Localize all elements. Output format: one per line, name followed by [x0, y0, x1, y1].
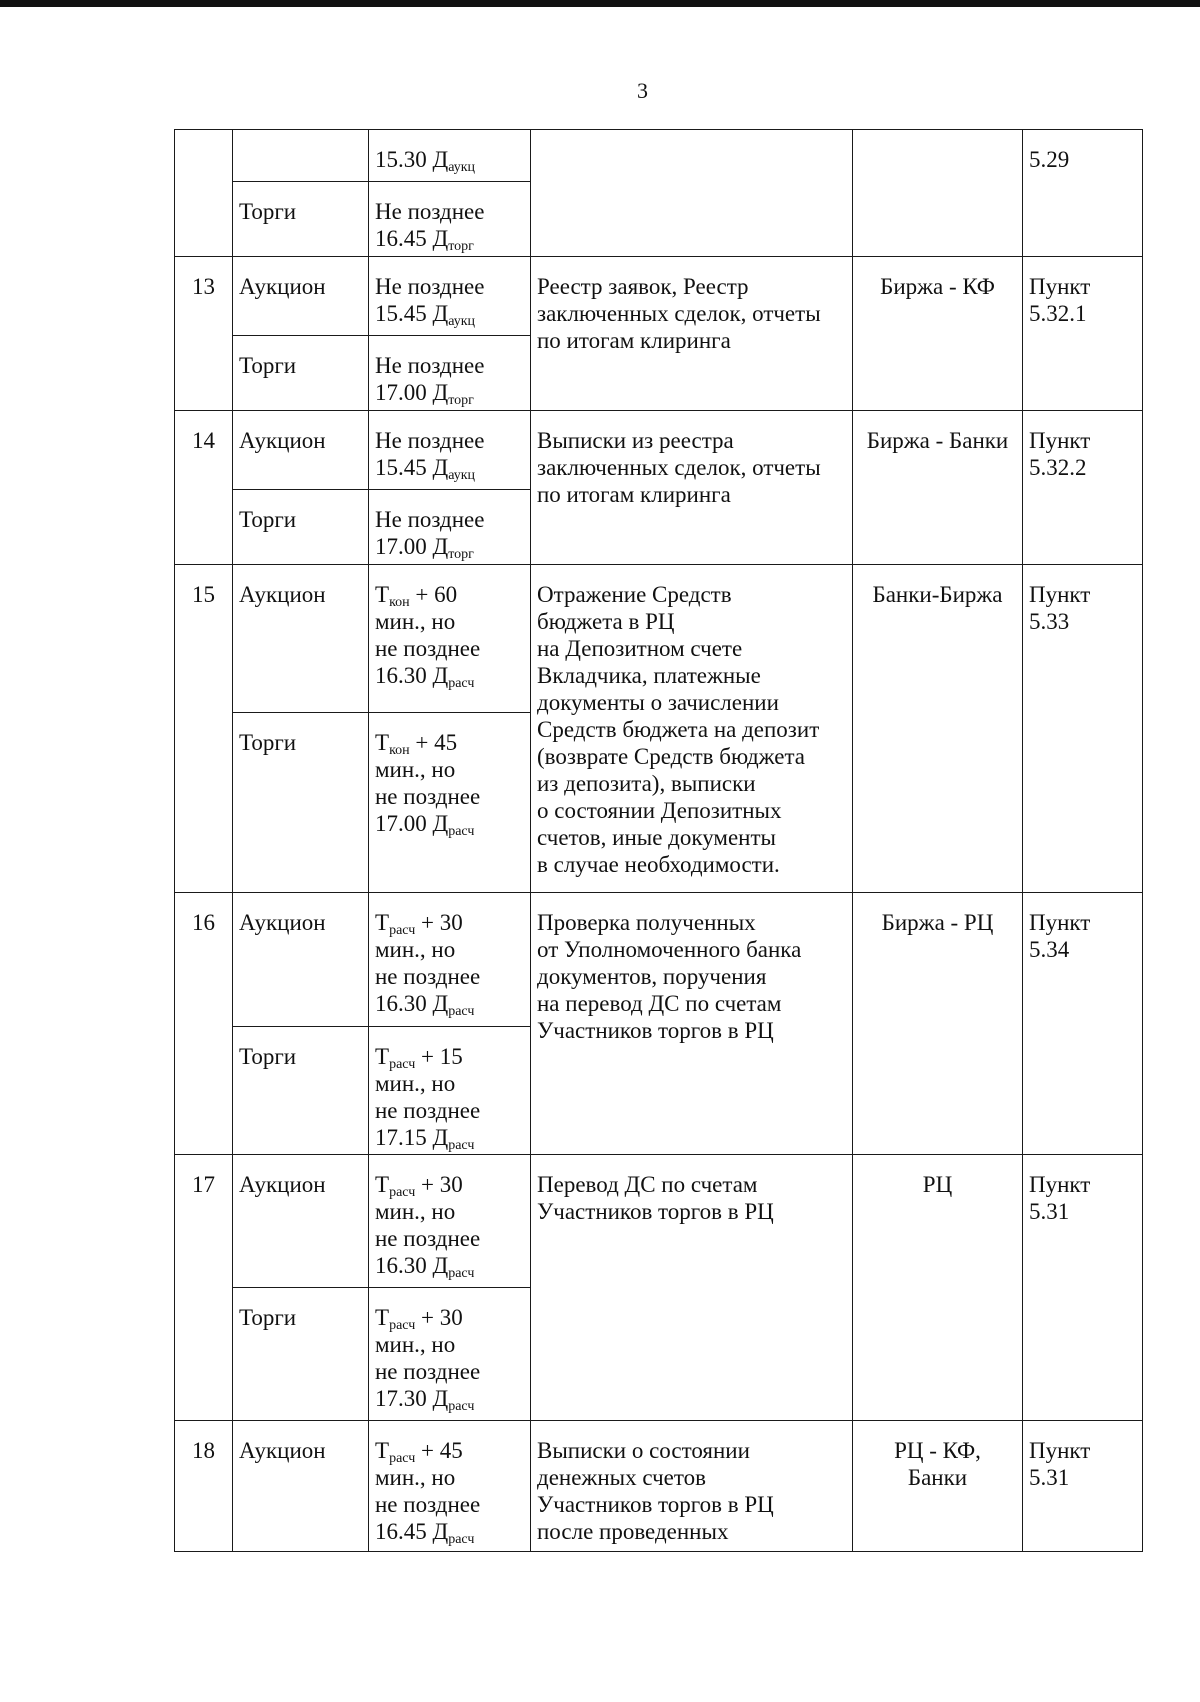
table-row	[175, 130, 1143, 182]
reference-cell: Пункт 5.31	[1023, 1421, 1143, 1552]
reference-cell: Пункт 5.34	[1023, 893, 1143, 1155]
mode-cell: Торги	[233, 1027, 369, 1155]
time-cell: Не позднее 17.00 $Д_{торг}$	[369, 490, 531, 565]
mode-cell	[233, 130, 369, 182]
party-cell: Биржа - КФ	[853, 257, 1023, 411]
row-number-cell: 17	[175, 1155, 233, 1421]
row-number-cell: 16	[175, 893, 233, 1155]
time-cell: 15.30 $Д_{аукц}$	[369, 130, 531, 182]
row-number-cell: 15	[175, 565, 233, 893]
documents-cell: Проверка полученных от Уполномоченного банка документов, поручения на перевод ДС по счетам Участников торгов в РЦ	[531, 893, 853, 1155]
documents-cell: Перевод ДС по счетам Участников торгов в РЦ	[531, 1155, 853, 1421]
reference-cell: Пункт 5.32.1	[1023, 257, 1143, 411]
row-number-cell: 13	[175, 257, 233, 411]
party-cell: РЦ - КФ, Банки	[853, 1421, 1023, 1552]
party-cell: Банки-Биржа	[853, 565, 1023, 893]
party-cell	[853, 130, 1023, 257]
schedule-table	[174, 129, 1143, 1552]
mode-cell: Аукцион	[233, 1155, 369, 1288]
time-cell: $Т_{расч} + 45$ мин., но не позднее 16.45 $Д_{расч}$	[369, 1421, 531, 1552]
table-row	[175, 1421, 1143, 1552]
mode-cell: Торги	[233, 713, 369, 893]
row-number-cell: 18	[175, 1421, 233, 1552]
table-row	[175, 411, 1143, 490]
time-cell: Не позднее 15.45 $Д_{аукц}$	[369, 411, 531, 490]
table-row	[175, 1155, 1143, 1288]
mode-cell: Аукцион	[233, 411, 369, 490]
documents-cell	[531, 130, 853, 257]
reference-cell: Пункт 5.33	[1023, 565, 1143, 893]
time-cell: $Т_{расч} + 15$ мин., но не позднее 17.15 $Д_{расч}$	[369, 1027, 531, 1155]
mode-cell: Аукцион	[233, 893, 369, 1027]
party-cell: РЦ	[853, 1155, 1023, 1421]
time-cell: $Т_{кон} + 60$ мин., но не позднее 16.30 $Д_{расч}$	[369, 565, 531, 713]
party-cell: Биржа - РЦ	[853, 893, 1023, 1155]
mode-cell: Торги	[233, 336, 369, 411]
time-cell: Не позднее 17.00 $Д_{торг}$	[369, 336, 531, 411]
mode-cell: Торги	[233, 1288, 369, 1421]
reference-cell: Пункт 5.32.2	[1023, 411, 1143, 565]
time-cell: Не позднее 16.45 $Д_{торг}$	[369, 182, 531, 257]
time-cell: $Т_{расч} + 30$ мин., но не позднее 16.30 $Д_{расч}$	[369, 893, 531, 1027]
time-cell: $Т_{расч} + 30$ мин., но не позднее 17.30 $Д_{расч}$	[369, 1288, 531, 1421]
scan-top-edge	[0, 0, 1200, 7]
time-cell: $Т_{расч} + 30$ мин., но не позднее 16.30 $Д_{расч}$	[369, 1155, 531, 1288]
row-number-cell: 14	[175, 411, 233, 565]
time-cell: $Т_{кон} + 45$ мин., но не позднее 17.00 $Д_{расч}$	[369, 713, 531, 893]
time-cell: Не позднее 15.45 $Д_{аукц}$	[369, 257, 531, 336]
page-number: 3	[637, 78, 648, 103]
mode-cell: Торги	[233, 490, 369, 565]
table-row	[175, 257, 1143, 336]
documents-cell: Реестр заявок, Реестр заключенных сделок, отчеты по итогам клиринга	[531, 257, 853, 411]
mode-cell: Аукцион	[233, 1421, 369, 1552]
documents-cell: Отражение Средств бюджета в РЦ на Депозитном счете Вкладчика, платежные документы о зачислении Средств бюджета на депозит (возврате Средств бюджета из депозита), выписки о состоянии Депозитных счетов, иные документы в случае необходимости.	[531, 565, 853, 893]
documents-cell: Выписки из реестра заключенных сделок, отчеты по итогам клиринга	[531, 411, 853, 565]
table-row	[175, 565, 1143, 713]
reference-cell: Пункт 5.31	[1023, 1155, 1143, 1421]
table-row	[175, 893, 1143, 1027]
row-number-cell	[175, 130, 233, 257]
mode-cell: Аукцион	[233, 565, 369, 713]
party-cell: Биржа - Банки	[853, 411, 1023, 565]
mode-cell: Торги	[233, 182, 369, 257]
mode-cell: Аукцион	[233, 257, 369, 336]
reference-cell: 5.29	[1023, 130, 1143, 257]
documents-cell: Выписки о состоянии денежных счетов Участников торгов в РЦ после проведенных	[531, 1421, 853, 1552]
